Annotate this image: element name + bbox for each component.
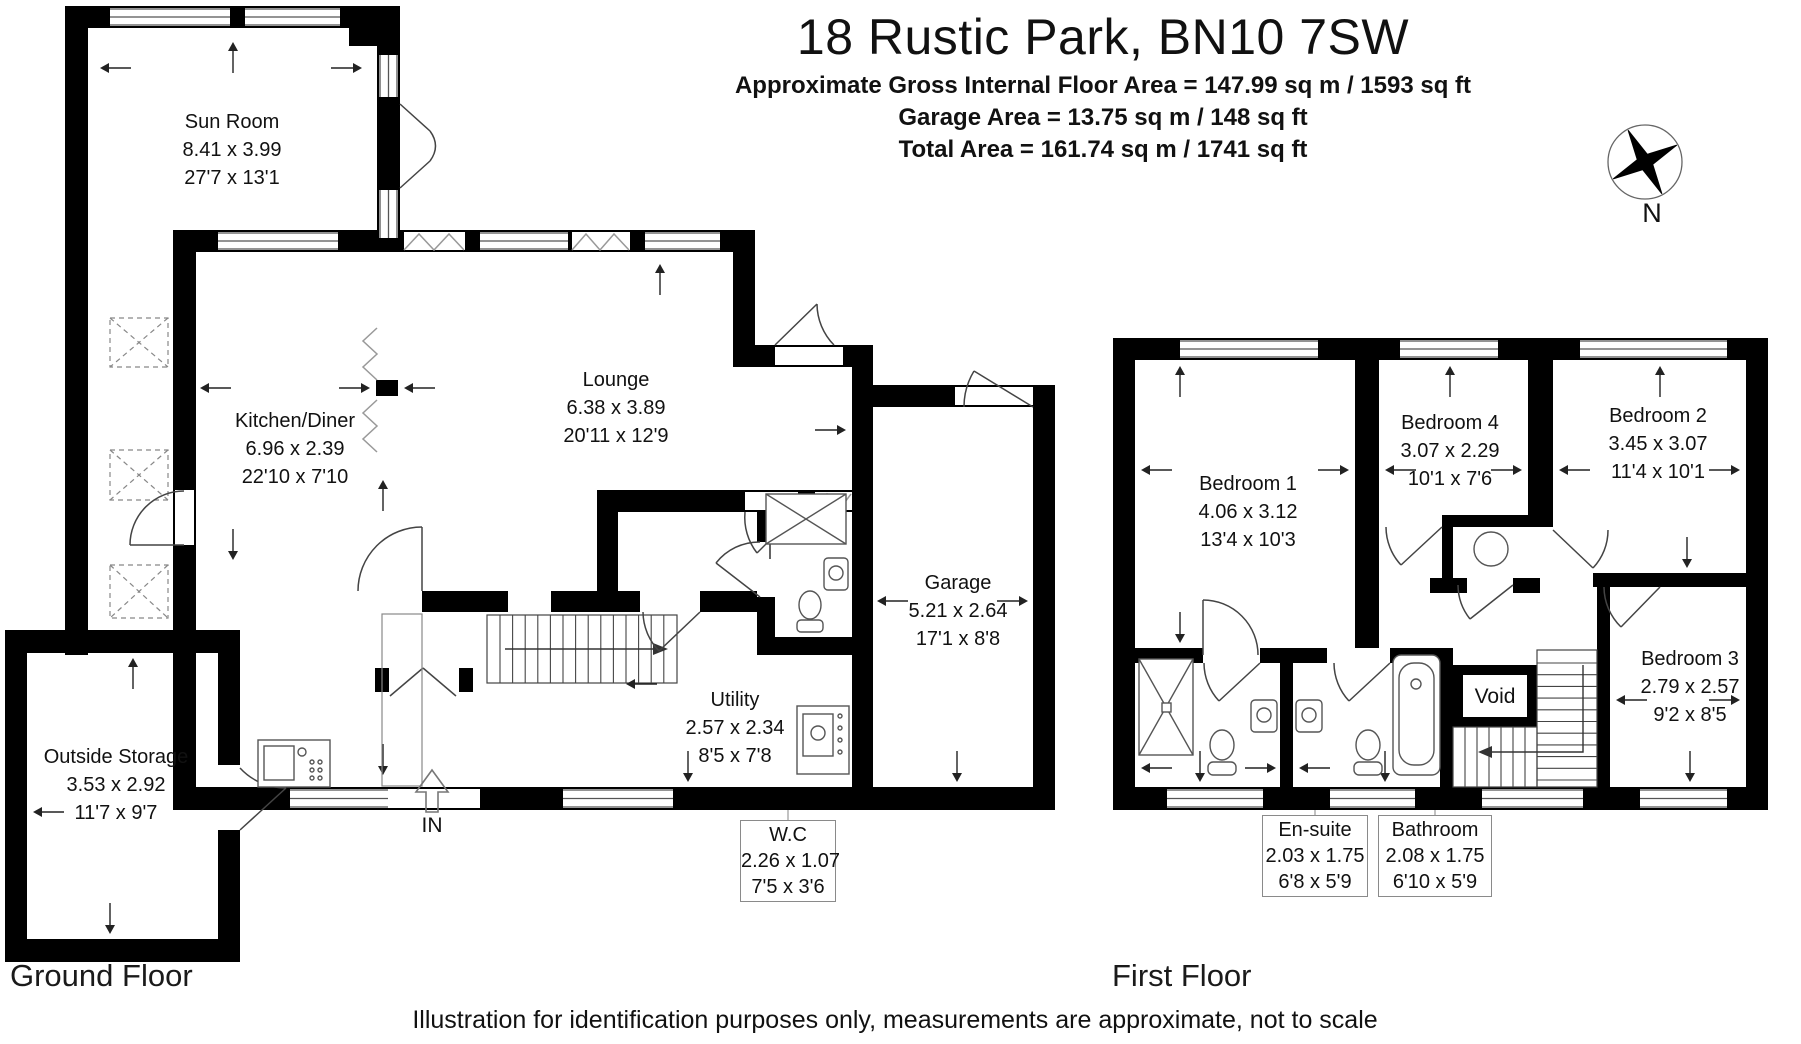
room-dim-imperial: 22'10 x 7'10 [241, 466, 349, 488]
fixtures [258, 494, 1508, 787]
room-label-bathroom [1378, 815, 1492, 897]
room-dim-imperial: 6'8 x 5'9 [1278, 871, 1352, 893]
room-label-lounge [563, 366, 668, 450]
room-dim-metric: 6.96 x 2.39 [245, 438, 345, 460]
room-label-sun-room [183, 108, 282, 192]
disclaimer-text: Illustration for identification purposes only, measurements are approximate, not to scale [412, 1006, 1378, 1034]
room-dim-metric: 2.03 x 1.75 [1265, 845, 1365, 867]
rooflight-dashed-boxes [110, 318, 168, 618]
room-dim-imperial: 9'2 x 8'5 [1653, 704, 1727, 726]
kitchen-counter-outline [382, 614, 422, 786]
room-label-wc [740, 820, 840, 902]
bathroom-toilet-icon [1354, 730, 1382, 775]
ensuite-toilet-icon [1208, 730, 1236, 775]
room-label-outside-storage [44, 743, 189, 827]
room-name: Bedroom 4 [1401, 412, 1499, 434]
room-name: Lounge [582, 369, 650, 391]
room-dim-metric: 8.41 x 3.99 [182, 139, 282, 161]
utility-sink-icon [797, 706, 849, 774]
room-name: Kitchen/Diner [234, 410, 356, 432]
room-dim-imperial: 13'4 x 10'3 [1200, 529, 1296, 551]
gross-area-line: Approximate Gross Internal Floor Area = 147.99 sq m / 1593 sq ft [734, 72, 1472, 99]
room-dim-imperial: 11'4 x 10'1 [1610, 461, 1705, 483]
compass-north-label: N [1642, 198, 1662, 228]
room-name: En-suite [1278, 819, 1352, 841]
compass-icon [1608, 125, 1682, 199]
room-dim-metric: 6.38 x 3.89 [566, 397, 666, 419]
room-name: Utility [710, 689, 760, 711]
hot-water-cylinder-icon [1474, 532, 1508, 566]
room-dim-metric: 3.53 x 2.92 [66, 774, 166, 796]
bathroom-basin-icon [1296, 700, 1322, 732]
room-dim-imperial: 6'10 x 5'9 [1392, 871, 1478, 893]
room-name: Outside Storage [43, 746, 189, 768]
room-label-bedroom-1 [1199, 470, 1298, 554]
bathtub-icon [1393, 655, 1440, 775]
room-name: Bedroom 2 [1609, 405, 1707, 427]
shower-tray-icon [766, 494, 846, 544]
room-dim-imperial: 10'1 x 7'6 [1407, 468, 1493, 490]
room-dim-metric: 2.08 x 1.75 [1385, 845, 1485, 867]
first-floor-title: First Floor [1112, 958, 1252, 993]
room-dim-metric: 3.45 x 3.07 [1608, 433, 1708, 455]
room-dim-imperial: 11'7 x 9'7 [74, 802, 158, 824]
room-label-ensuite [1262, 815, 1368, 897]
room-dim-imperial: 17'1 x 8'8 [915, 628, 1001, 650]
room-name: Sun Room [184, 111, 280, 133]
room-dim-imperial: 7'5 x 3'6 [751, 876, 825, 898]
kitchen-sink-icon [258, 740, 330, 787]
room-name: W.C [769, 824, 807, 846]
ground-floor-title: Ground Floor [10, 958, 193, 993]
room-label-kitchen-diner [235, 407, 355, 491]
room-label-bedroom-3 [1641, 645, 1740, 729]
room-dim-metric: 4.06 x 3.12 [1198, 501, 1298, 523]
room-dim-metric: 2.57 x 2.34 [685, 717, 785, 739]
room-name: Bedroom 3 [1641, 648, 1739, 670]
void-label: Void [1474, 685, 1516, 708]
room-dim-imperial: 20'11 x 12'9 [563, 425, 669, 447]
room-label-utility [686, 686, 785, 770]
entrance-in-label: IN [421, 814, 443, 837]
room-label-bedroom-2 [1609, 402, 1708, 486]
page-title: 18 Rustic Park, BN10 7SW [796, 9, 1410, 65]
garage-area-line: Garage Area = 13.75 sq m / 148 sq ft [898, 104, 1308, 131]
wc-basin-icon [824, 558, 848, 590]
ensuite-basin-icon [1251, 700, 1277, 732]
room-dim-metric: 2.26 x 1.07 [741, 850, 840, 872]
room-name: Garage [924, 572, 992, 594]
room-name: Bathroom [1391, 819, 1479, 841]
wardrobe-shower-icon [1139, 659, 1193, 755]
room-dim-imperial: 27'7 x 13'1 [184, 167, 280, 189]
room-dim-metric: 5.21 x 2.64 [908, 600, 1008, 622]
total-area-line: Total Area = 161.74 sq m / 1741 sq ft [898, 136, 1308, 163]
room-dim-imperial: 8'5 x 7'8 [698, 745, 772, 767]
room-label-bedroom-4 [1401, 409, 1500, 493]
room-dim-metric: 2.79 x 2.57 [1640, 676, 1740, 698]
room-dim-metric: 3.07 x 2.29 [1400, 440, 1500, 462]
room-name: Bedroom 1 [1199, 473, 1297, 495]
room-label-garage [909, 569, 1008, 653]
wc-toilet-icon [797, 591, 823, 632]
